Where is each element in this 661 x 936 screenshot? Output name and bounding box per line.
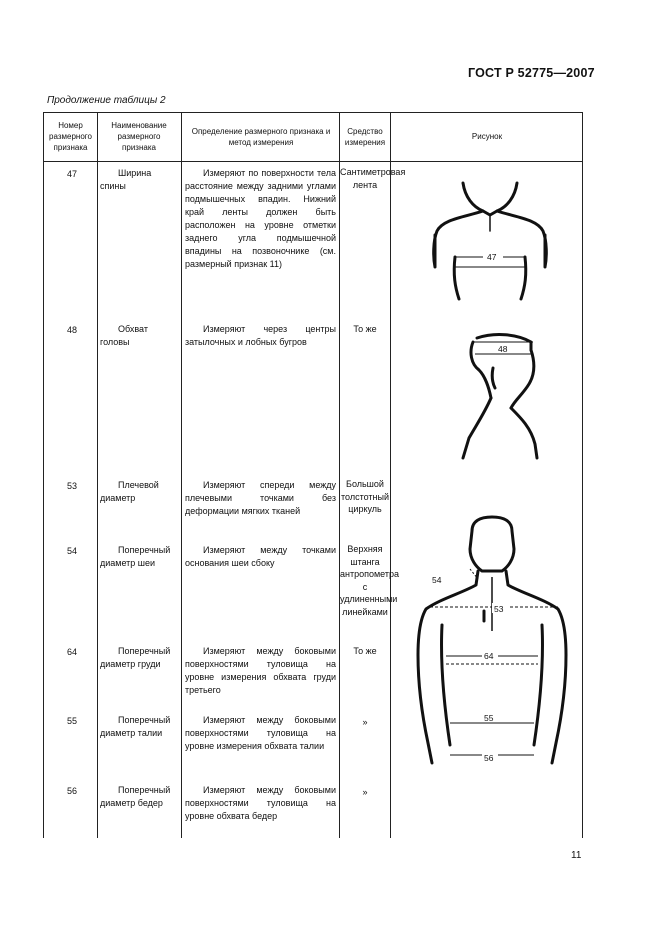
table-top-border [43,112,583,113]
page-number: 11 [571,850,582,861]
row-number: 55 [66,716,77,726]
front-torso-figure [410,515,575,780]
row-tool: Большой толстотный циркуль [341,479,389,514]
row-number: 64 [66,647,77,657]
row-tool: Верхняя штанга антропометра с удлиненными линейками [340,544,400,617]
row-tool: » [362,717,368,727]
row-definition: Измеряют между точками основания шеи сбоку [185,545,336,568]
row-tool: То же [353,324,377,334]
table-column-divider-3 [339,112,340,838]
header-name: Наименование размерного признака [111,121,167,152]
row-name: Обхват головы [100,324,148,347]
header-figure: Рисунок [471,132,503,141]
row-name: Поперечный диаметр талии [100,715,171,738]
row-definition: Измеряют между боковыми поверхностями туловища на уровне обхвата бедер [185,785,336,821]
row-number: 56 [66,786,77,796]
back-width-figure [425,175,555,305]
row-name: Ширина спины [100,168,152,191]
table-continuation-caption: Продолжение таблицы 2 [47,95,166,106]
row-name: Поперечный диаметр груди [100,646,171,669]
table-header-divider [43,161,583,162]
row-name: Плечевой диаметр [100,480,159,503]
header-tool: Средство измерения [344,127,386,147]
figure-label: 56 [484,753,494,763]
table-column-divider-1 [97,112,98,838]
row-tool: То же [353,646,377,656]
figure-label: 64 [484,651,494,661]
figure-label: 47 [487,252,497,262]
table-column-divider-2 [181,112,182,838]
table-right-border [582,112,583,838]
row-tool: » [362,787,368,797]
row-name: Поперечный диаметр бедер [100,785,171,808]
row-number: 54 [66,546,77,556]
row-definition: Измеряют спереди между плечевыми точками без деформации мягких тканей [185,480,336,516]
table-column-divider-4 [390,112,391,838]
figure-label: 53 [494,604,504,614]
row-number: 47 [66,169,77,179]
row-number: 53 [66,481,77,491]
row-name: Поперечный диаметр шеи [100,545,171,568]
row-number: 48 [66,325,77,335]
header-definition: Определение размерного признака и метод измерения [191,127,331,147]
header-number: Номер размерного признака [49,121,92,152]
figure-label: 55 [484,713,494,723]
head-circumference-figure [455,328,555,468]
row-definition: Измеряют между боковыми поверхностями туловища на уровне измерения обхвата талии [185,715,336,751]
row-definition: Измеряют между боковыми поверхностями туловища на уровне измерения обхвата груди третьего [185,646,336,695]
standard-header: ГОСТ Р 52775—2007 [468,66,595,80]
figure-label: 48 [498,344,508,354]
row-definition: Измеряют по поверхности тела расстояние между задними углами подмышечных впадин. Нижний край ленты должен быть расположен на уровне отметки заднего угла подмышечной впадины на позвоночнике (см. размерный признак 11) [185,168,336,269]
table-left-border [43,112,44,838]
figure-label: 54 [432,575,442,585]
row-definition: Измеряют через центры затылочных и лобных бугров [185,324,336,347]
row-tool: Сантиметровая лента [340,167,406,190]
